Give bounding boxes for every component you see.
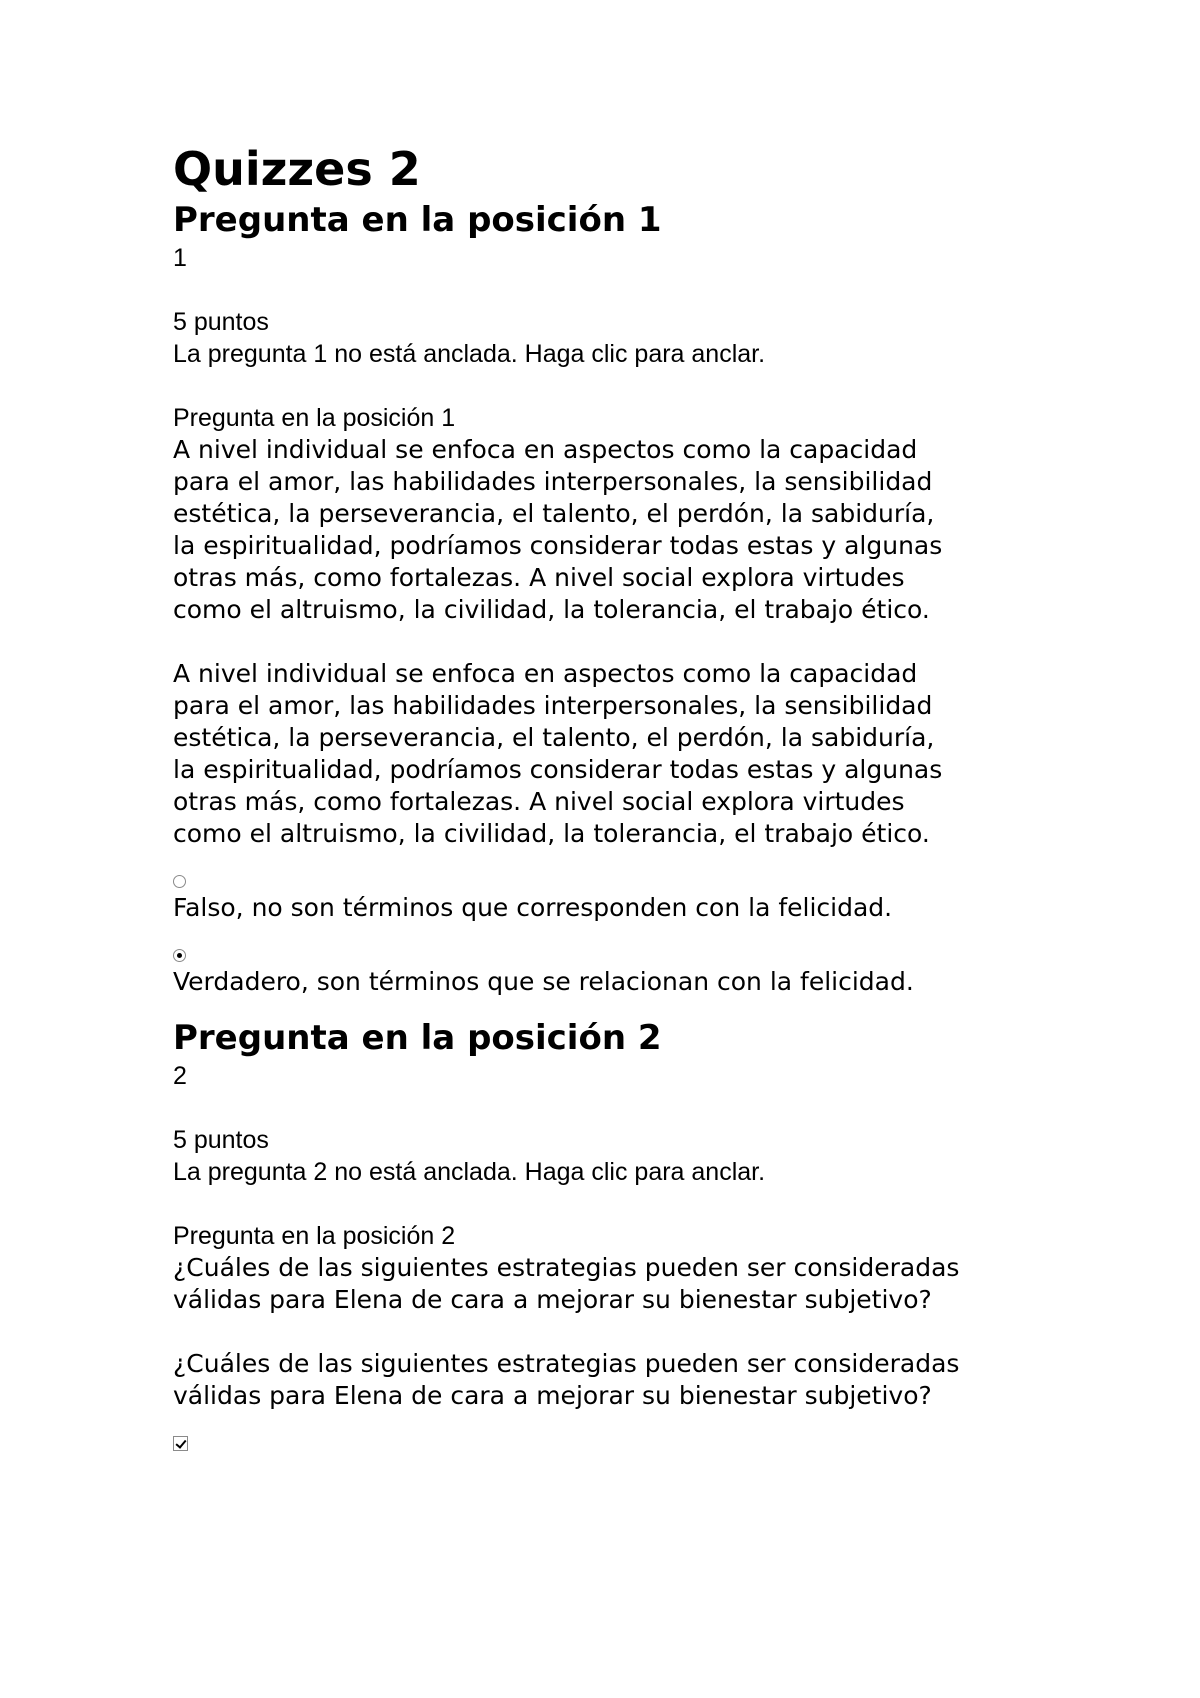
anchor-link[interactable]: La pregunta 2 no está anclada. Haga clic para anclar. [173,1158,766,1186]
quiz-page [173,140,1073,1454]
question-2 [173,1016,1073,1454]
prompt-line: A nivel individual se enfoca en aspectos como la capacidad [173,659,918,688]
question-number: 1 [173,244,187,272]
page-title: Quizzes 2 [173,142,421,196]
question-heading: Pregunta en la posición 1 [173,200,662,240]
prompt-line: ¿Cuáles de las siguientes estrategias pueden ser consideradas [173,1253,960,1282]
question-prompt [173,1252,1073,1316]
prompt-line: A nivel individual se enfoca en aspectos como la capacidad [173,435,918,464]
option-2-radio[interactable] [173,949,186,962]
question-points: 5 puntos [173,1126,269,1154]
prompt-line: como el altruismo, la civilidad, la tolerancia, el trabajo ético. [173,819,930,848]
option-2-label[interactable]: Verdadero, son términos que se relacionan con la felicidad. [173,967,914,996]
prompt-line: válidas para Elena de cara a mejorar su bienestar subjetivo? [173,1285,932,1314]
prompt-line: para el amor, las habilidades interpersonales, la sensibilidad [173,691,933,720]
option-1-label[interactable]: Falso, no son términos que corresponden con la felicidad. [173,893,893,922]
anchor-link[interactable]: La pregunta 1 no está anclada. Haga clic para anclar. [173,340,766,368]
question-points: 5 puntos [173,308,269,336]
prompt-line: otras más, como fortalezas. A nivel social explora virtudes [173,787,905,816]
prompt-line: la espiritualidad, podríamos considerar todas estas y algunas [173,531,943,560]
position-label: Pregunta en la posición 2 [173,1222,456,1250]
question-prompt [173,434,1073,626]
option-1-checkbox[interactable] [173,1436,188,1451]
prompt-line: ¿Cuáles de las siguientes estrategias pueden ser consideradas [173,1349,960,1378]
prompt-line: para el amor, las habilidades interpersonales, la sensibilidad [173,467,933,496]
question-prompt-repeat [173,658,1073,850]
question-1 [173,198,1073,998]
prompt-line: válidas para Elena de cara a mejorar su bienestar subjetivo? [173,1381,932,1410]
prompt-line: la espiritualidad, podríamos considerar todas estas y algunas [173,755,943,784]
position-label: Pregunta en la posición 1 [173,404,456,432]
question-number: 2 [173,1062,187,1090]
question-prompt-repeat [173,1348,1073,1412]
prompt-line: como el altruismo, la civilidad, la tolerancia, el trabajo ético. [173,595,930,624]
option-1-radio[interactable] [173,875,186,888]
question-heading: Pregunta en la posición 2 [173,1018,662,1058]
prompt-line: otras más, como fortalezas. A nivel social explora virtudes [173,563,905,592]
prompt-line: estética, la perseverancia, el talento, el perdón, la sabiduría, [173,499,935,528]
prompt-line: estética, la perseverancia, el talento, el perdón, la sabiduría, [173,723,935,752]
